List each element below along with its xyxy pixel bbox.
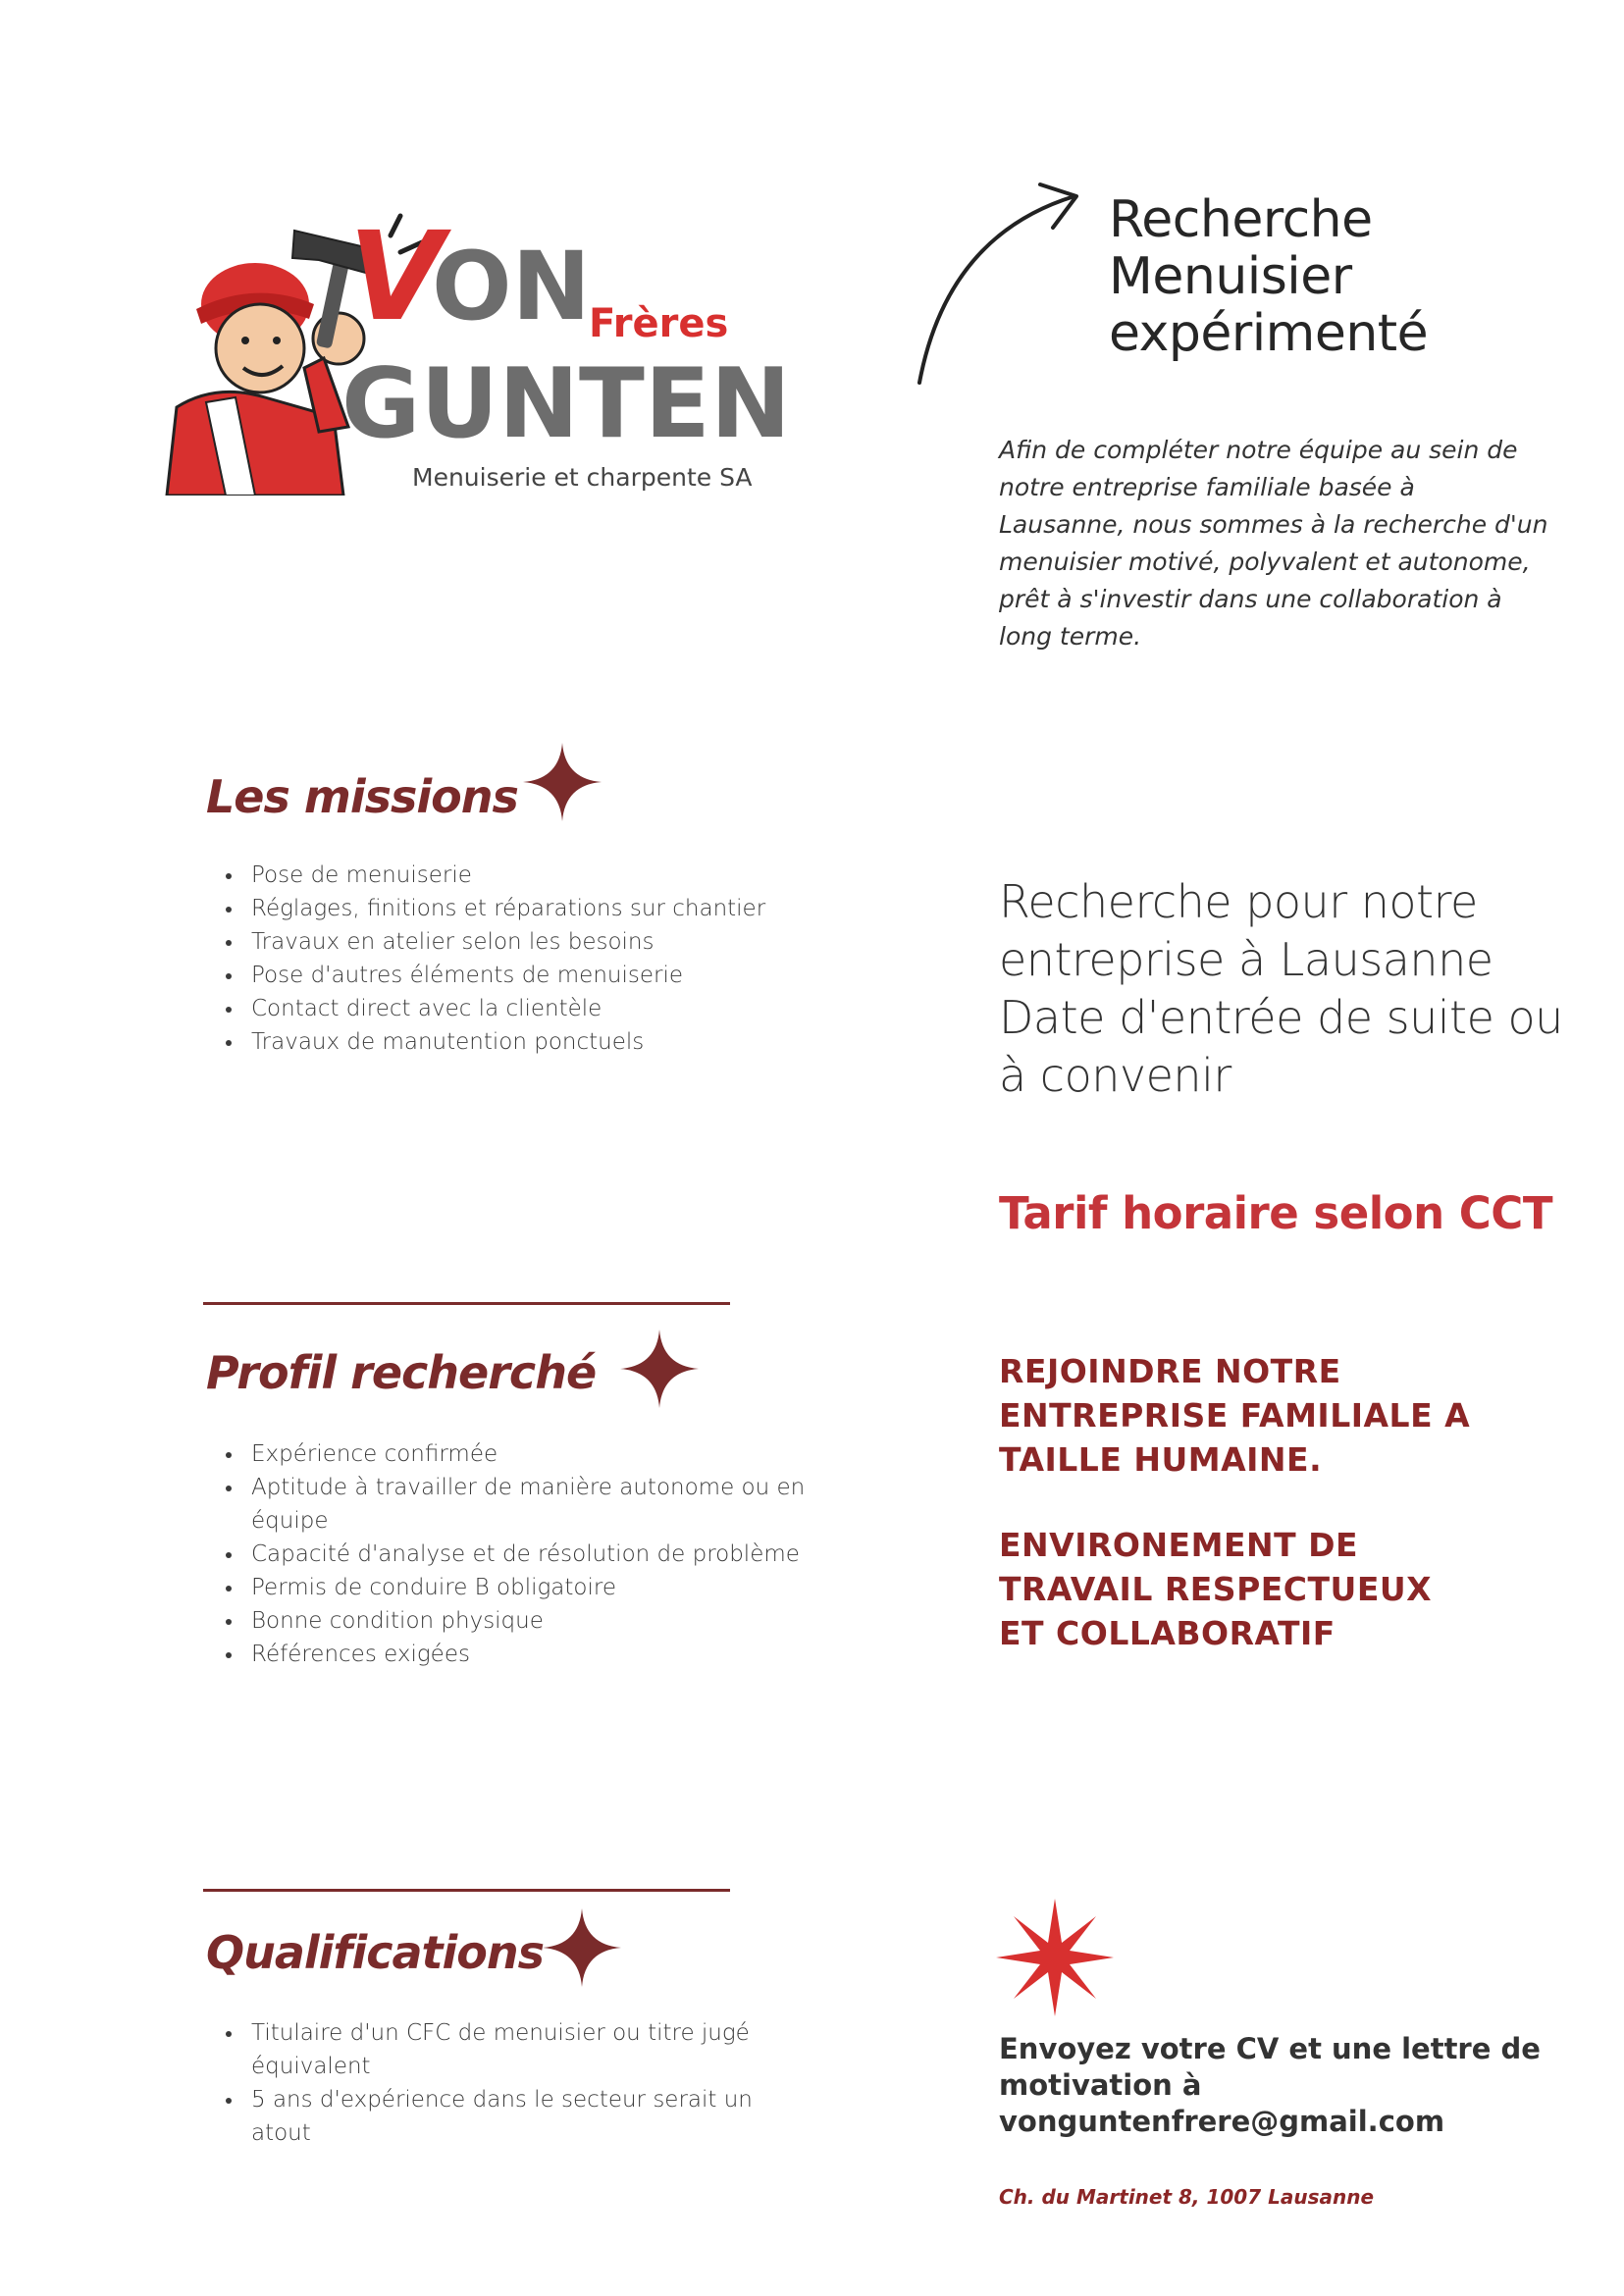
- logo-line2: GUNTEN: [341, 348, 791, 460]
- profile-title: Profil recherché: [206, 1346, 597, 1399]
- list-item: Expérience confirmée: [251, 1437, 820, 1471]
- list-item: Pose d'autres éléments de menuiserie: [251, 959, 801, 992]
- list-item: 5 ans d'expérience dans le secteur serait un atout: [251, 2083, 811, 2150]
- location-line: Recherche pour notre: [999, 875, 1478, 928]
- join-line: ENTREPRISE FAMILIALE A: [999, 1396, 1471, 1435]
- headline-line: expérimenté: [1109, 304, 1429, 363]
- apply-line: motivation à: [999, 2068, 1202, 2102]
- logo-graphic: [147, 211, 814, 496]
- qualifications-title: Qualifications: [206, 1926, 545, 1979]
- location-line: à convenir: [999, 1049, 1231, 1102]
- headline-line: Menuisier: [1109, 247, 1352, 306]
- location-line: Date d'entrée de suite ou: [999, 991, 1563, 1044]
- missions-list: [202, 859, 801, 1059]
- missions-title: Les missions: [206, 770, 518, 823]
- logo-line1: ON: [432, 232, 591, 341]
- section-divider: [203, 1302, 730, 1305]
- section-divider: [203, 1889, 730, 1892]
- company-address: Ch. du Martinet 8, 1007 Lausanne: [999, 2185, 1375, 2209]
- list-item: Réglages, finitions et réparations sur chantier: [251, 892, 801, 925]
- list-item: Références exigées: [251, 1638, 820, 1671]
- list-item: Permis de conduire B obligatoire: [251, 1571, 820, 1604]
- environment-line: ET COLLABORATIF: [999, 1614, 1336, 1652]
- sparkle-icon: [518, 738, 606, 826]
- list-item: Contact direct avec la clientèle: [251, 992, 801, 1025]
- curved-arrow-icon: [908, 177, 1084, 392]
- list-item: Bonne condition physique: [251, 1604, 820, 1638]
- environment-line: TRAVAIL RESPECTUEUX: [999, 1570, 1433, 1608]
- intro-paragraph: Afin de compléter notre équipe au sein de notre entreprise familiale basée à Lausanne, nous sommes à la recherche d'un menuisier motivé, polyvalent et autonome, prêt à s'investir dans une collaboration à long terme.: [999, 436, 1548, 651]
- list-item: Travaux de manutention ponctuels: [251, 1025, 801, 1059]
- contact-email[interactable]: vonguntenfrere@gmail.com: [999, 2105, 1445, 2138]
- logo-freres: Frères: [589, 301, 729, 346]
- apply-instructions: [999, 2031, 1548, 2140]
- apply-line: Envoyez votre CV et une lettre de: [999, 2032, 1541, 2065]
- environment-block: [999, 1523, 1432, 1655]
- sparkle-icon: [538, 1904, 626, 1992]
- headline-line: Recherche: [1109, 190, 1373, 249]
- logo-tagline: Menuiserie et charpente SA: [412, 463, 753, 492]
- list-item: Aptitude à travailler de manière autonome ou en équipe: [251, 1471, 820, 1538]
- list-item: Pose de menuiserie: [251, 859, 801, 892]
- page-headline: [1109, 191, 1580, 362]
- list-item: Titulaire d'un CFC de menuisier ou titre jugé équivalent: [251, 2016, 811, 2083]
- sparkle-icon: [615, 1325, 704, 1413]
- list-item: Capacité d'analyse et de résolution de problème: [251, 1538, 820, 1571]
- join-line: TAILLE HUMAINE.: [999, 1440, 1323, 1479]
- list-item: Travaux en atelier selon les besoins: [251, 925, 801, 959]
- qualifications-list: [202, 2016, 811, 2150]
- join-block: [999, 1349, 1470, 1482]
- location-block: [999, 873, 1588, 1105]
- company-logo: [147, 211, 814, 496]
- hourly-rate: Tarif horaire selon CCT: [999, 1187, 1553, 1239]
- logo-v: V: [348, 211, 444, 348]
- join-line: REJOINDRE NOTRE: [999, 1352, 1341, 1390]
- location-line: entreprise à Lausanne: [999, 933, 1493, 986]
- environment-line: ENVIRONEMENT DE: [999, 1526, 1359, 1564]
- red-star-icon: [996, 1899, 1114, 2016]
- profile-list: [202, 1437, 820, 1671]
